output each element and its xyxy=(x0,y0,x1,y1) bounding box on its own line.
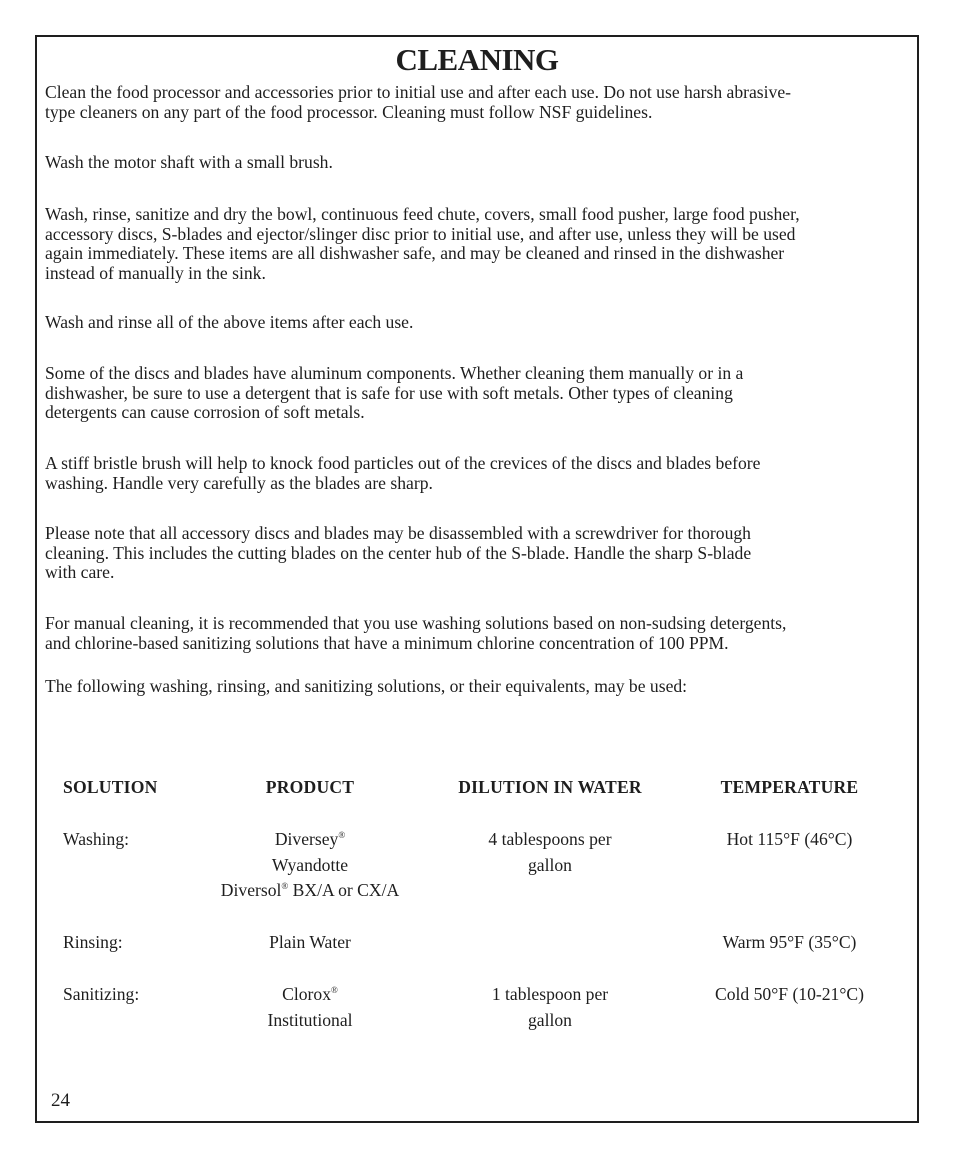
table-header-product: PRODUCT xyxy=(265,777,355,797)
table-header-dilution: DILUTION IN WATER xyxy=(458,777,642,797)
row-rinsing-product: Plain Water xyxy=(269,932,351,952)
row-washing-dilution: 4 tablespoons per gallon xyxy=(488,829,612,875)
paragraph-motor-shaft: Wash the motor shaft with a small brush. xyxy=(45,152,333,172)
page-number: 24 xyxy=(51,1090,70,1111)
paragraph-wash-rinse-sanitize: Wash, rinse, sanitize and dry the bowl, continuous feed chute, covers, small food pusher, large food pusher, accessory discs, S-blades and ejector/slinger disc prior to initial use, and after use, unless they will be used again immediately. These items are all dishwasher safe, and may be cleaned and rinsed in the dishwasher instead of manually in the sink. xyxy=(45,204,800,283)
row-sanitizing-product: Clorox® Institutional xyxy=(267,984,353,1030)
page-title: CLEANING xyxy=(395,42,559,77)
row-sanitizing-solution: Sanitizing: xyxy=(63,984,140,1004)
paragraph-aluminum: Some of the discs and blades have aluminum components. Whether cleaning them manually or in a dishwasher, be sure to use a detergent that is safe for use with soft metals. Other types of cleaning detergents can cause corrosion of soft metals. xyxy=(45,363,744,422)
row-rinsing-temperature: Warm 95°F (35°C) xyxy=(722,932,857,952)
paragraph-after-each-use: Wash and rinse all of the above items after each use. xyxy=(45,312,414,332)
table-header-temperature: TEMPERATURE xyxy=(720,777,859,797)
paragraph-disassemble: Please note that all accessory discs and blades may be disassembled with a screwdriver for thorough cleaning. This includes the cutting blades on the center hub of the S-blade. Handle the sharp S-blade with care. xyxy=(45,523,752,582)
row-washing-product: Diversey® Wyandotte Diversol® BX/A or CX/A xyxy=(220,829,400,900)
paragraph-intro: Clean the food processor and accessories prior to initial use and after each use. Do not use harsh abrasive- type cleaners on any part of the food processor. Cleaning must follow NSF guidelines. xyxy=(45,82,792,122)
paragraph-solutions-intro: The following washing, rinsing, and sanitizing solutions, or their equivalents, may be used: xyxy=(45,676,688,696)
registered-mark: ® xyxy=(331,985,338,996)
registered-mark: ® xyxy=(338,830,346,841)
page-frame xyxy=(35,35,919,1123)
registered-mark: ® xyxy=(281,881,289,892)
paragraph-bristle-brush: A stiff bristle brush will help to knock food particles out of the crevices of the discs and blades before washing. Handle very carefully as the blades are sharp. xyxy=(45,453,761,493)
row-sanitizing-temperature: Cold 50°F (10-21°C) xyxy=(715,984,864,1004)
row-washing-temperature: Hot 115°F (46°C) xyxy=(726,829,853,849)
paragraph-manual-cleaning: For manual cleaning, it is recommended that you use washing solutions based on non-sudsing detergents, and chlorine-based sanitizing solutions that have a minimum chlorine concentration of 100 PPM. xyxy=(45,613,787,653)
row-washing-solution: Washing: xyxy=(63,829,130,849)
row-rinsing-solution: Rinsing: xyxy=(63,932,123,952)
table-header-solution: SOLUTION xyxy=(63,777,158,797)
row-sanitizing-dilution: 1 tablespoon per gallon xyxy=(491,984,609,1030)
